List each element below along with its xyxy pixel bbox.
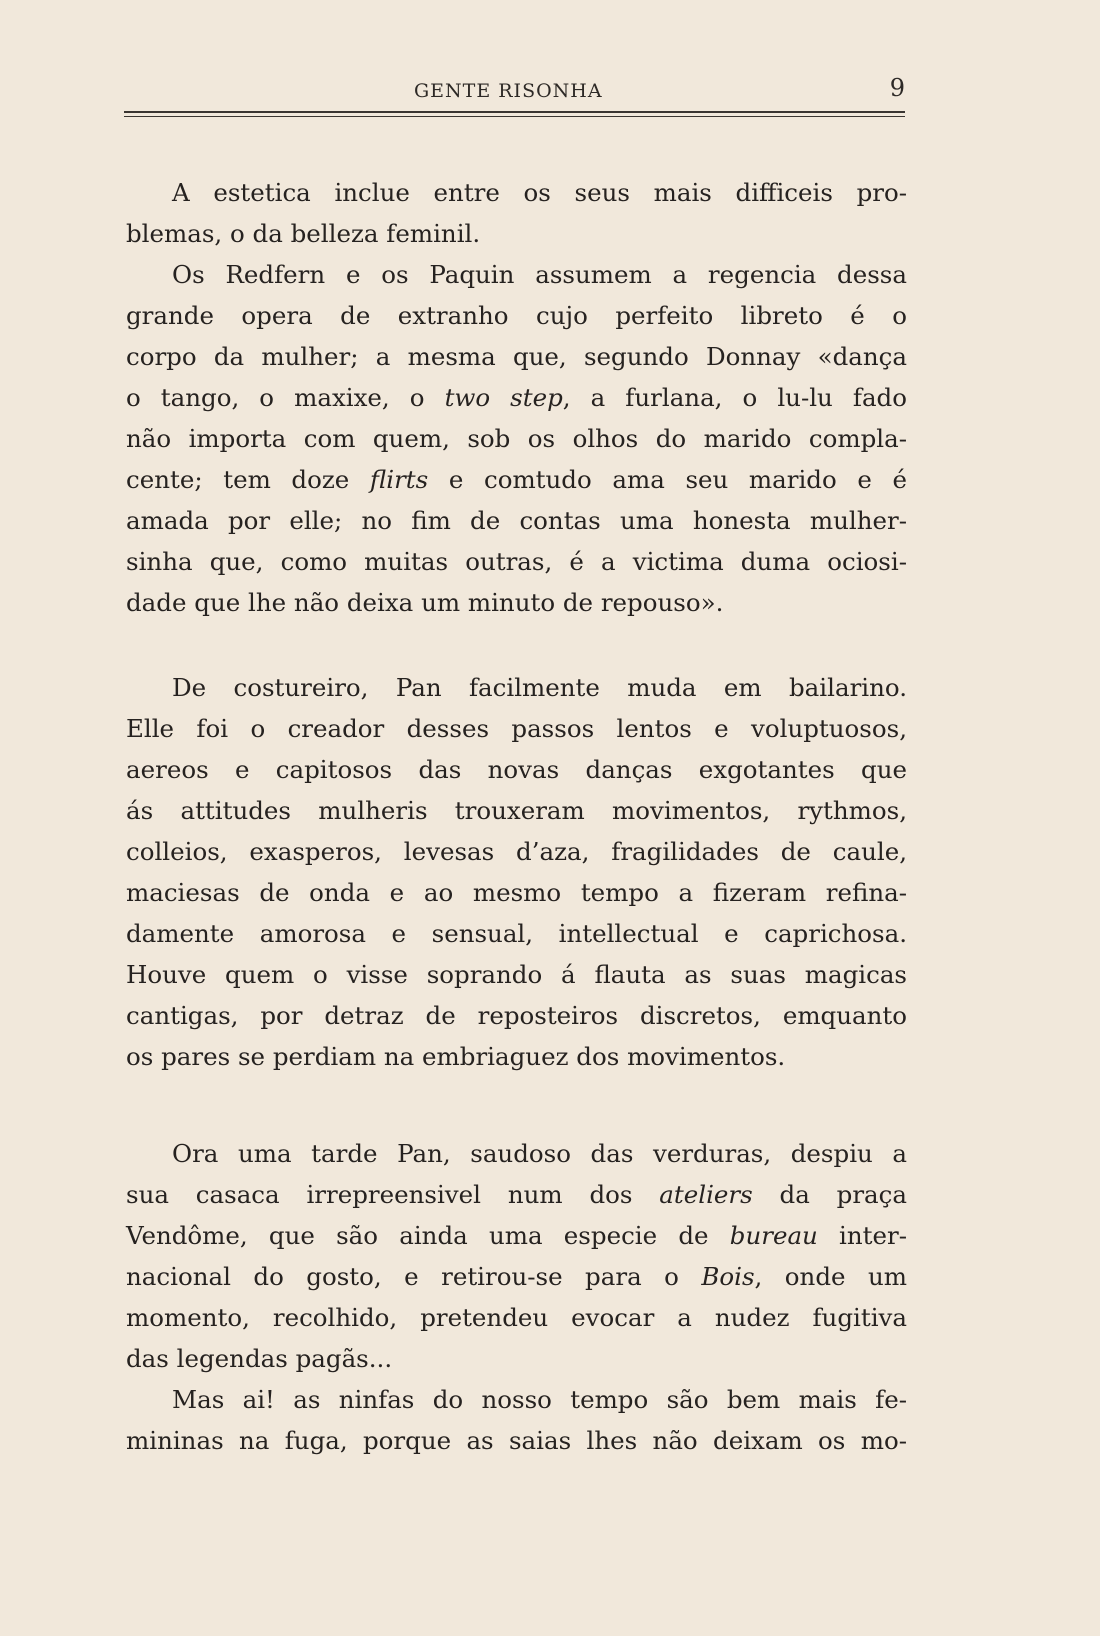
page-number: 9 <box>889 74 905 102</box>
text-line: damente amorosa e sensual, intellectual e caprichosa. <box>126 919 907 948</box>
text-line: não importa com quem, sob os olhos do marido compla- <box>126 424 907 453</box>
text-line: Os Redfern e os Paquin assumem a regencia dessa <box>172 260 907 289</box>
text-line: sinha que, como muitas outras, é a victima duma ociosi- <box>126 547 907 576</box>
italic-term: bureau <box>729 1221 818 1250</box>
text-line: nacional do gosto, e retirou-se para o Bois, onde um <box>126 1262 907 1291</box>
text-line: cente; tem doze flirts e comtudo ama seu marido e é <box>126 465 907 494</box>
text-line: dade que lhe não deixa um minuto de repouso». <box>126 588 724 617</box>
page-header <box>124 74 905 104</box>
text-line: aereos e capitosos das novas danças exgotantes que <box>126 755 907 784</box>
italic-term: flirts <box>369 465 429 494</box>
header-rule-thin <box>124 116 905 117</box>
text-line: Mas ai! as ninfas do nosso tempo são bem mais fe- <box>172 1385 907 1414</box>
text-line: momento, recolhido, pretendeu evocar a nudez fugitiva <box>126 1303 907 1332</box>
text-line: De costureiro, Pan facilmente muda em bailarino. <box>172 673 907 702</box>
text-line: maciesas de onda e ao mesmo tempo a fizeram refina- <box>126 878 907 907</box>
text-line: Vendôme, que são ainda uma especie de bureau inter- <box>126 1221 908 1250</box>
running-title: GENTE RISONHA <box>414 80 603 102</box>
italic-term: two step <box>444 383 563 412</box>
text-line: mininas na fuga, porque as saias lhes não deixam os mo- <box>126 1426 907 1455</box>
text-line: ás attitudes mulheris trouxeram movimentos, rythmos, <box>126 796 907 825</box>
text-line: colleios, exasperos, levesas d’aza, fragilidades de caule, <box>126 837 907 866</box>
header-rule <box>124 111 905 113</box>
text-line: o tango, o maxixe, o two step, a furlana, o lu-lu fado <box>126 383 907 412</box>
text-line: blemas, o da belleza feminil. <box>126 219 481 248</box>
text-line: Ora uma tarde Pan, saudoso das verduras, despiu a <box>172 1139 907 1168</box>
italic-term: ateliers <box>659 1180 753 1209</box>
text-line: Elle foi o creador desses passos lentos e voluptuosos, <box>126 714 907 743</box>
text-line: grande opera de extranho cujo perfeito libreto é o <box>126 301 907 330</box>
italic-term: Bois <box>701 1262 755 1291</box>
text-line: os pares se perdiam na embriaguez dos movimentos. <box>126 1042 786 1071</box>
text-line: cantigas, por detraz de reposteiros discretos, emquanto <box>126 1001 907 1030</box>
text-line: corpo da mulher; a mesma que, segundo Donnay «dança <box>126 342 907 371</box>
text-line: amada por elle; no fim de contas uma honesta mulher- <box>126 506 907 535</box>
text-line: sua casaca irrepreensivel num dos ateliers da praça <box>126 1180 907 1209</box>
text-line: das legendas pagãs... <box>126 1344 393 1373</box>
text-line: A estetica inclue entre os seus mais difficeis pro- <box>172 178 907 207</box>
text-line: Houve quem o visse soprando á flauta as suas magicas <box>126 960 907 989</box>
